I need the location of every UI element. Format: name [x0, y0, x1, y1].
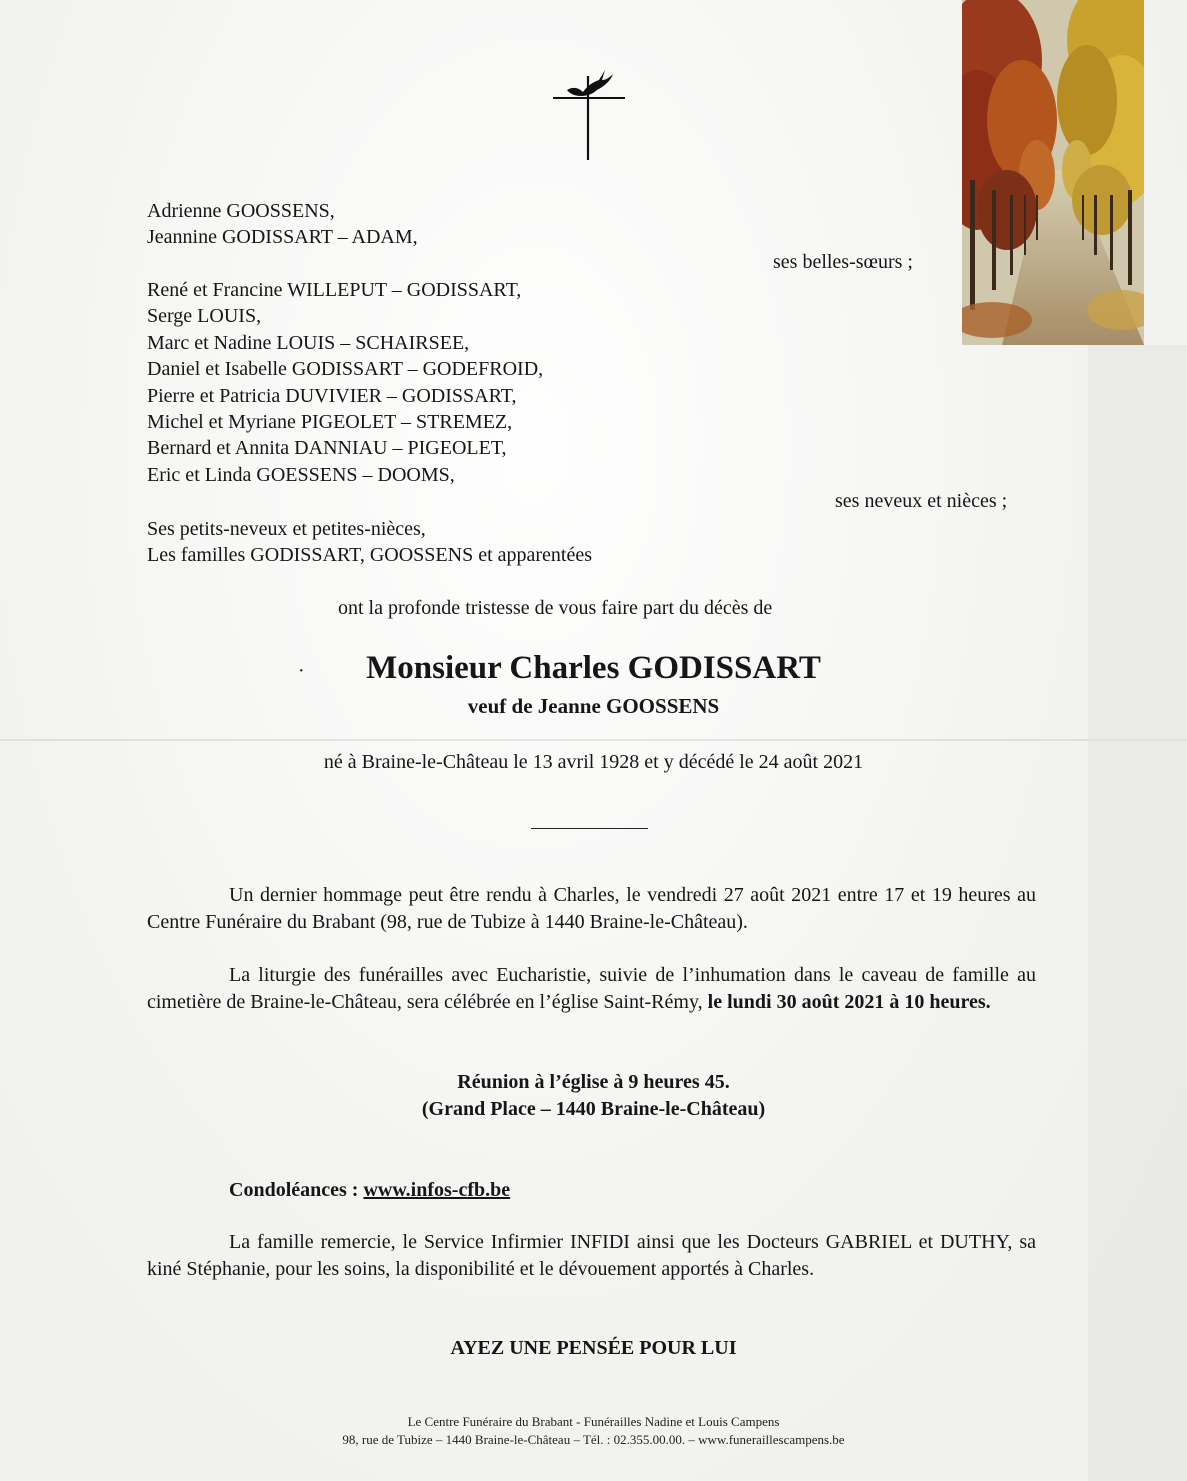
family-member: René et Francine WILLEPUT – GODISSART, [147, 279, 522, 301]
closing-text: AYEZ UNE PENSÉE POUR LUI [450, 1337, 737, 1359]
announcement-text: ont la profonde tristesse de vous faire part du décès de [338, 597, 773, 619]
family-member: Ses petits-neveux et petites-nièces, [147, 518, 426, 540]
family-member: Marc et Nadine LOUIS – SCHAIRSEE, [147, 331, 470, 354]
deceased-subtitle: veuf de Jeanne GOOSSENS [467, 694, 720, 718]
autumn-trees-photo [962, 0, 1144, 345]
hommage-paragraph: Un dernier hommage peut être rendu à Charles, le vendredi 27 août 2021 entre 17 et 19 heures au Centre Funéraire du Brabant (98, rue de Tubize à 1440 Braine-le-Château). [147, 884, 1036, 933]
footer-line-2: 98, rue de Tubize – 1440 Braine-le-Château – Tél. : 02.355.00.00. – www.funeraillescampens.be [342, 1432, 845, 1447]
condoleances-link[interactable]: www.infos-cfb.be [363, 1179, 511, 1201]
family-member: Pierre et Patricia DUVIVIER – GODISSART, [147, 384, 517, 407]
reunion-line-1: Réunion à l’église à 9 heures 45. [457, 1071, 730, 1093]
condoleances [229, 1177, 510, 1203]
reunion-line-2: (Grand Place – 1440 Braine-le-Château) [421, 1098, 766, 1120]
liturgie-date: le lundi 30 août 2021 à 10 heures. [707, 991, 991, 1013]
family-list-sisters-in-law [147, 198, 418, 251]
liturgie-paragraph [147, 962, 1036, 1016]
family-member: Michel et Myriane PIGEOLET – STREMEZ, [147, 411, 513, 434]
family-list-extended [147, 516, 592, 569]
fold-line [0, 739, 1187, 741]
page-edge-strip [1088, 345, 1187, 1481]
separator [531, 828, 648, 829]
relation-nephews: ses neveux et nièces ; [835, 490, 1008, 512]
condoleances-label: Condoléances : [229, 1179, 359, 1201]
family-member: Bernard et Annita DANNIAU – PIGEOLET, [147, 437, 507, 460]
liturgie-text: La liturgie des funérailles avec Eucharistie, suivie de l’inhumation dans le caveau de famille au cimetière de Braine-le-Château, sera célébrée en l’église Saint-Rémy, [147, 964, 1036, 1013]
family-member: Les familles GODISSART, GOOSSENS et apparentées [147, 544, 593, 567]
family-list-nephews [147, 277, 543, 488]
family-member: Jeannine GODISSART – ADAM, [147, 226, 418, 249]
family-member: Serge LOUIS, [147, 305, 262, 328]
footer-line-1: Le Centre Funéraire du Brabant - Funérailles Nadine et Louis Campens [407, 1414, 780, 1429]
family-member: Daniel et Isabelle GODISSART – GODEFROID, [147, 358, 544, 381]
family-member: Adrienne GOOSSENS, [147, 200, 335, 222]
cross-dove-icon [553, 68, 625, 160]
remerciements-paragraph: La famille remercie, le Service Infirmier INFIDI ainsi que les Docteurs GABRIEL et DUTHY, sa kiné Stéphanie, pour les soins, la disponibilité et le dévouement apportés à Charles. [147, 1231, 1036, 1280]
bullet-dot: · [298, 660, 305, 682]
relation-sisters-in-law: ses belles-sœurs ; [773, 251, 913, 273]
family-member: Eric et Linda GOESSENS – DOOMS, [147, 463, 455, 486]
deceased-name: Monsieur Charles GODISSART [366, 650, 821, 686]
birth-death-line: né à Braine-le-Château le 13 avril 1928 et y décédé le 24 août 2021 [323, 751, 864, 773]
